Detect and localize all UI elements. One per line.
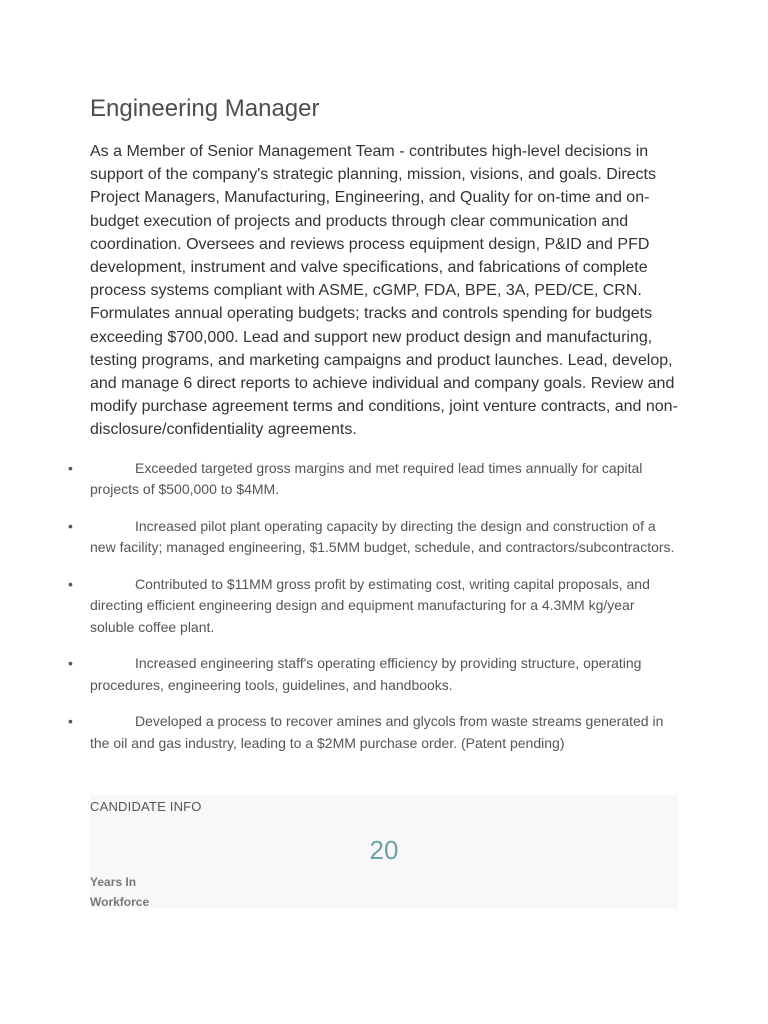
achievement-item [68,653,680,696]
years-in-workforce-label: Years In Workforce [90,875,150,909]
achievement-text: Exceeded targeted gross margins and met required lead times annually for capital projects of $500,000 to $4MM. [90,459,643,498]
candidate-info-heading: CANDIDATE INFO [90,799,202,814]
job-entry [68,92,680,769]
achievements-list [68,458,680,755]
bullet-icon: • [68,575,73,592]
achievement-text: Developed a process to recover amines and glycols from waste streams generated in the oil and gas industry, leading to a $2MM purchase order. (Patent pending) [90,713,664,751]
achievement-text: Contributed to $11MM gross profit by estimating cost, writing capital proposals, and directing efficient engineering design and equipment manufacturing for a 4.3MM kg/year soluble coffee plant. [90,575,650,635]
achievement-text: Increased engineering staff's operating efficiency by providing structure, operating procedures, engineering tools, guidelines, and handbooks. [90,655,642,693]
achievement-text: Increased pilot plant operating capacity by directing the design and construction of a new facility; managed engineering, $1.5MM budget, schedule, and contractors/subcontractors. [90,517,675,556]
job-summary: As a Member of Senior Management Team - contributes high-level decisions in support of the company's strategic planning, mission, visions, and goals. Directs Project Managers, Manufacturing, Engineering, and Quality for on-time and on-budget execution of projects and products through clear communication and coordination. Oversees and reviews process equipment design, P&ID and PFD development, instrument and valve specifications, and fabrications of complete process systems compliant with ASME, cGMP, FDA, BPE, 3A, PED/CE, CRN. Formulates annual operating budgets; tracks and controls spending for budgets exceeding $700,000. Lead and support new product design and manufacturing, testing programs, and marketing campaigns and product launches. Lead, develop, and manage 6 direct reports to achieve individual and company goals. Review and modify purchase agreement terms and conditions, joint venture contracts, and non-disclosure/confidentiality agreements. [90,143,678,439]
achievement-item [68,711,680,754]
bullet-icon: • [68,459,73,476]
achievement-item [68,458,680,501]
years-in-workforce-value: 20 [369,835,399,865]
achievement-item [68,516,680,559]
candidate-info-panel [90,795,678,908]
achievement-item [68,574,680,639]
bullet-icon: • [68,655,73,672]
bullet-icon: • [68,517,73,534]
job-title: Engineering Manager [90,95,320,122]
bullet-icon: • [68,713,73,730]
